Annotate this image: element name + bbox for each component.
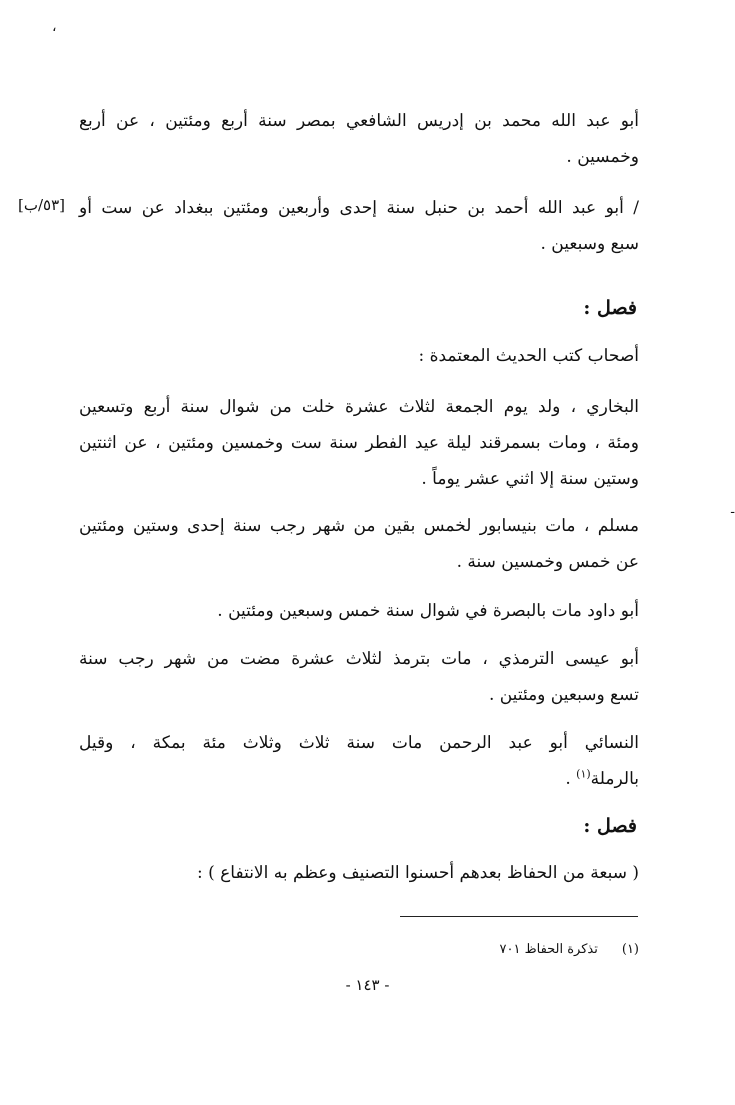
page-number: - ١٤٣ - — [345, 976, 390, 994]
text-line: أبو داود مات بالبصرة في شوال سنة خمس وسبعين ومئتين . — [217, 601, 639, 621]
text-line: البخاري ، ولد يوم الجمعة لثلاث عشرة خلت من شوال سنة أربع وتسعين — [79, 397, 639, 417]
entry-muslim — [79, 508, 639, 580]
section-intro — [79, 855, 639, 891]
text-line: ومئة ، ومات بسمرقند ليلة عيد الفطر سنة ست وخمسين ومئتين ، عن اثنتين — [79, 433, 639, 453]
text-line: عن خمس وخمسين سنة . — [456, 552, 639, 572]
entry-abu-dawud — [79, 593, 639, 629]
entry-nasai — [79, 725, 639, 797]
text-line: أبو عبد الله محمد بن إدريس الشافعي بمصر سنة أربع ومئتين ، عن أربع — [79, 111, 639, 131]
text-line: سبع وسبعين . — [540, 234, 639, 254]
stray-mark: ، — [52, 19, 57, 35]
text-line: وخمسين . — [566, 147, 639, 167]
section-intro — [79, 338, 639, 374]
paragraph-ibn-hanbal — [79, 190, 639, 262]
edge-mark: - — [730, 504, 735, 520]
text-fragment: . — [565, 769, 577, 789]
text-line: وستين سنة إلا اثني عشر يوماً . — [421, 469, 639, 489]
entry-tirmidhi — [79, 641, 639, 713]
text-line: ( سبعة من الحفاظ بعدهم أحسنوا التصنيف وعظم به الانتفاع ) : — [196, 863, 639, 883]
footnote — [500, 938, 640, 962]
text-line: أصحاب كتب الحديث المعتمدة : — [418, 346, 639, 366]
footnote-divider — [400, 916, 638, 917]
text-line: مسلم ، مات بنيسابور لخمس بقين من شهر رجب سنة إحدى وستين ومئتين — [79, 516, 639, 536]
text-line: تسع وسبعين ومئتين . — [488, 685, 639, 705]
text-line: أبو عيسى الترمذي ، مات بترمذ لثلاث عشرة مضت من شهر رجب سنة — [79, 649, 639, 669]
section-heading: فصل : — [583, 297, 637, 319]
text-line: النسائي أبو عبد الرحمن مات سنة ثلاث وثلاث مئة بمكة ، وقيل — [79, 733, 639, 753]
entry-bukhari — [79, 389, 639, 497]
section-heading: فصل : — [583, 815, 637, 837]
text-line: / أبو عبد الله أحمد بن حنبل سنة إحدى وأربعين ومئتين ببغداد عن ست أو — [79, 198, 639, 218]
text-line — [79, 761, 639, 797]
manuscript-folio-reference: [٥٣/ب] — [18, 196, 66, 214]
text-fragment: بالرملة — [590, 769, 639, 789]
paragraph-shafii — [79, 103, 639, 175]
footnote-text: تذكرة الحفاظ ٧٠١ — [499, 942, 598, 957]
footnote-number: (١) — [621, 942, 639, 957]
footnote-marker: (١) — [576, 767, 591, 781]
